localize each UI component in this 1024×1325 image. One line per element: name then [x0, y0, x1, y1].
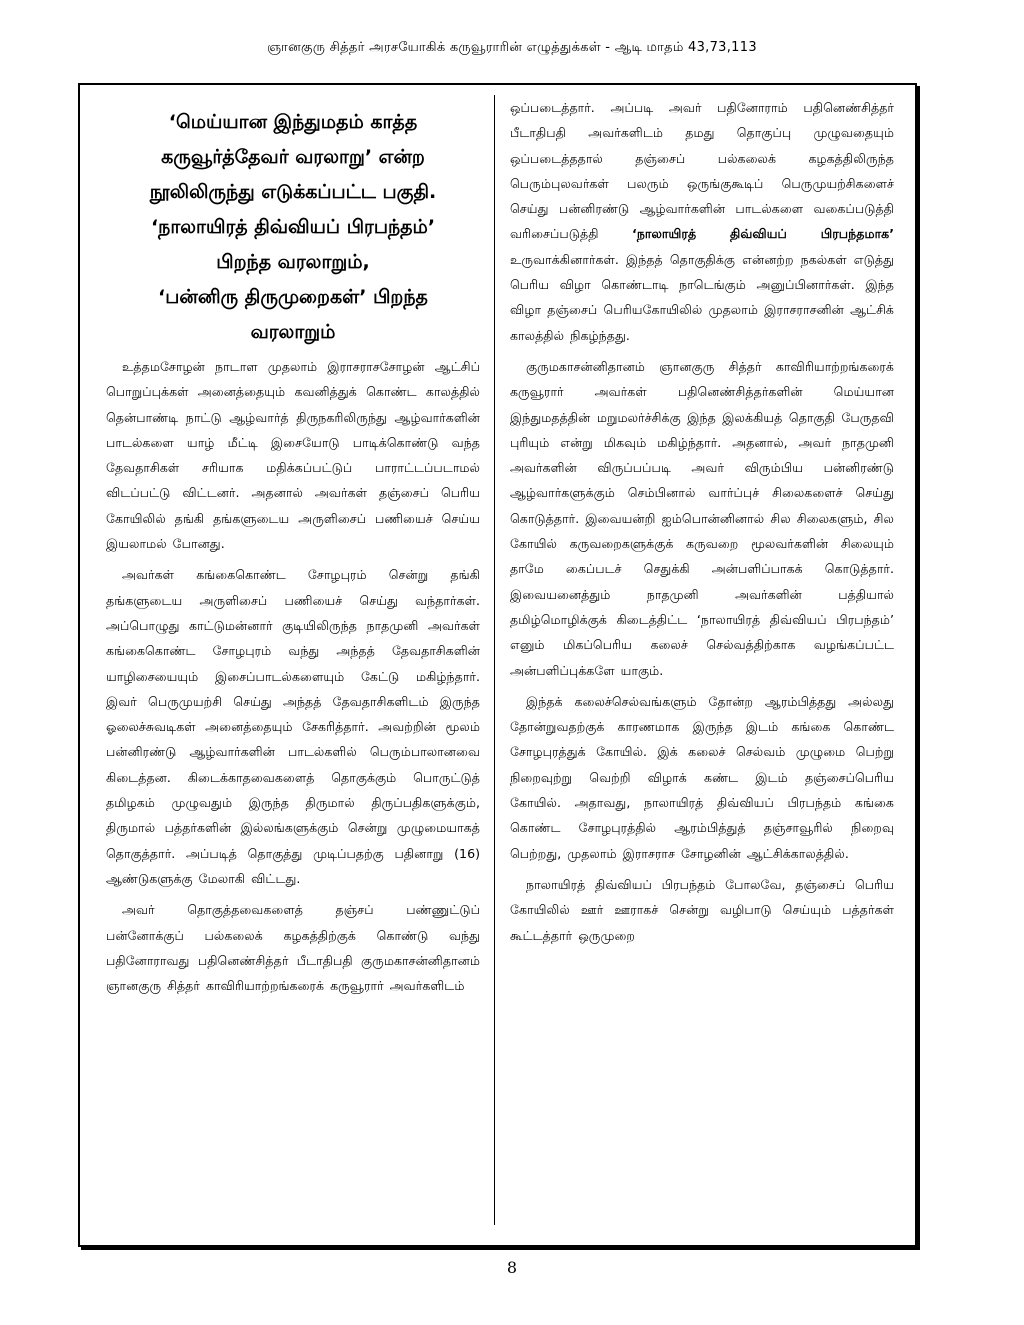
- title-line: ‘மெய்யான இந்துமதம் காத்த: [168, 111, 418, 133]
- column-divider: [494, 95, 495, 1225]
- paragraph-text: குருமகாசன்னிதானம் ஞானகுரு சித்தர் காவிரியாற்றங்கரைக் கருவூரார் அவர்கள் பதினெண்சித்தர்களின் மெய்யான இந்துமதத்தின் மறுமலர்ச்சிக்கு இந்த இலக்கியத் தொகுதி பேருதவி புரியும் என்று மிகவும் மகிழ்ந்தார். அதனால், அவர் நாதமுனி அவர்களின் விருப்பப்படி அவர் விரும்பிய பன்னிரண்டு ஆழ்வார்களுக்கும் செம்பினால் வார்ப்புச் சிலைகளைச் செய்து கொடுத்தார். இவையன்றி ஐம்பொன்னினால் சில சிலைகளும், சில கோயில் கருவறைகளுக்குக் கருவறை மூலவர்களின் சிலையும் தாமே கைப்படச் செதுக்கி அன்பளிப்பாகக் கொடுத்தார். இவையனைத்தும் நாதமுனி அவர்களின் பத்தியால் தமிழ்மொழிக்குக் கிடைத்திட்ட ‘நாலாயிரத் திவ்வியப் பிரபந்தம்’ எனும் மிகப்பெரிய கலைச் செல்வத்திற்காக வழங்கப்பட்ட அன்பளிப்புக்களே யாகும்.: [510, 358, 894, 678]
- paragraph-text: உருவாக்கினார்கள். இந்தத் தொகுதிக்கு என்னற்ற நகல்கள் எடுத்து பெரிய விழா கொண்டாடி நாடெங்கும் அனுப்பினார்கள். இந்த விழா தஞ்சைப் பெரியகோயிலில் முதலாம் இராசராசனின் ஆட்சிக் காலத்தில் நிகழ்ந்தது.: [510, 251, 894, 343]
- title-line: பிறந்த வரலாறும்,: [216, 251, 370, 273]
- paragraph: அவர் தொகுத்தவைகளைத் தஞ்சப் பண்ணுட்டுப் பன்னோக்குப் பல்கலைக் கழகத்திற்குக் கொண்டு வந்து பதினோராவது பதினெண்சித்தர் பீடாதிபதி குருமகாசன்னிதானம் ஞானகுரு சித்தர் காவிரியாற்றங்கரைக் கருவூரார் அவர்களிடம்: [106, 902, 480, 994]
- title-line: வரலாறும்: [250, 321, 336, 343]
- paragraph: [510, 354, 894, 683]
- title-line: ‘நாலாயிரத் திவ்வியப் பிரபந்தம்’: [150, 216, 436, 238]
- page-number: 8: [506, 1258, 518, 1277]
- paragraph: [510, 95, 894, 348]
- paragraph: அவர்கள் கங்கைகொண்ட சோழபுரம் சென்று தங்கி தங்களுடைய அருளிசைப் பணியைச் செய்து வந்தார்கள். அப்பொழுது காட்டுமன்னார் குடியிலிருந்த நாதமுனி அவர்கள் கங்கைகொண்ட சோழபுரம் வந்து அந்தத் தேவதாசிகளின் யாழிசையையும் இசைப்பாடல்களையும் கேட்டு மகிழ்ந்தார். இவர் பெருமுயற்சி செய்து அந்தத் தேவதாசிகளிடம் இருந்த ஓலைச்சுவடிகள் அனைத்தையும் சேகரித்தார். அவற்றின் மூலம் பன்னிரண்டு ஆழ்வார்களின் பாடல்களில் பெரும்பாலானவை கிடைத்தன. கிடைக்காதவைகளைத் தொகுக்கும் பொருட்டுத் தமிழகம் முழுவதும் இருந்த திருமால் திருப்பதிகளுக்கும், திருமால் பத்தர்களின் இல்லங்களுக்கும் சென்று முழுமையாகத் தொகுத்தார். அப்படித் தொகுத்து முடிப்பதற்கு பதினாறு (16) ஆண்டுகளுக்கு மேலாகி விட்டது.: [106, 567, 480, 886]
- paragraph-text: நாலாயிரத் திவ்வியப் பிரபந்தம் போலவே, தஞ்சைப் பெரிய கோயிலில் ஊர் ஊராகச் சென்று வழிபாடு செய்யும் பத்தர்கள் கூட்டத்தார் ஒருமுறை: [510, 876, 894, 943]
- title-line: கருவூர்த்தேவர் வரலாறு’ என்ற: [161, 146, 425, 168]
- paragraph-text: ஒப்படைத்தார். அப்படி அவர் பதினோராம் பதினெண்சித்தர் பீடாதிபதி அவர்களிடம் தமது தொகுப்பு முழுவதையும் ஒப்படைத்ததால் தஞ்சைப் பல்கலைக் கழகத்திலிருந்த பெரும்புலவர்கள் பலரும் ஒருங்குகூடிப் பெருமுயற்சிகளைச் செய்து பன்னிரண்டு ஆழ்வார்களின் பாடல்களை வகைப்படுத்தி வரிசைப்படுத்தி: [510, 100, 894, 242]
- right-column: [510, 95, 894, 954]
- article-title: [106, 105, 480, 350]
- running-header: ஞானகுரு சித்தர் அரசயோகிக் கருவூராரின் எழுத்துக்கள் - ஆடி மாதம் 43,73,113: [267, 40, 757, 55]
- paragraph-text: இந்தக் கலைச்செல்வங்களும் தோன்ற ஆரம்பித்தது அல்லது தோன்றுவதற்குக் காரணமாக இருந்த இடம் கங்கை கொண்ட சோழபுரத்துக் கோயில். இக் கலைச் செல்வம் முழுமை பெற்று நிறைவுற்று வெற்றி விழாக் கண்ட இடம் தஞ்சைப்பெரிய கோயில். அதாவது, நாலாயிரத் திவ்வியப் பிரபந்தம் கங்கை கொண்ட சோழபுரத்தில் ஆரம்பித்துத் தஞ்சாவூரில் நிறைவு பெற்றது, முதலாம் இராசராச சோழனின் ஆட்சிக்காலத்தில்.: [510, 693, 894, 861]
- left-column: [106, 95, 480, 1004]
- title-line: ‘பன்னிரு திருமுறைகள்’ பிறந்த: [158, 286, 428, 308]
- article-frame: [78, 83, 917, 1247]
- paragraph: உத்தமசோழன் நாடாள முதலாம் இராசராசசோழன் ஆட்சிப் பொறுப்புக்கள் அனைத்தையும் கவனித்துக் கொண்ட காலத்தில் தென்பாண்டி நாட்டு ஆழ்வார்த் திருநகரிலிருந்து ஆழ்வார்களின் பாடல்களை யாழ் மீட்டி இசையோடு பாடிக்கொண்டு வந்த தேவதாசிகள் சரியாக மதிக்கப்பட்டுப் பாராட்டப்படாமல் விடப்பட்டு விட்டனர். அதனால் அவர்கள் தஞ்சைப் பெரிய கோயிலில் தங்கி தங்களுடைய அருளிசைப் பணியைச் செய்ய இயலாமல் போனது.: [106, 359, 480, 552]
- bold-phrase: ‘நாலாயிரத் திவ்வியப் பிரபந்தமாக’: [632, 226, 894, 242]
- paragraph: [510, 689, 894, 866]
- title-line: நூலிலிருந்து எடுக்கப்பட்ட பகுதி.: [149, 181, 437, 203]
- paragraph: [510, 872, 894, 948]
